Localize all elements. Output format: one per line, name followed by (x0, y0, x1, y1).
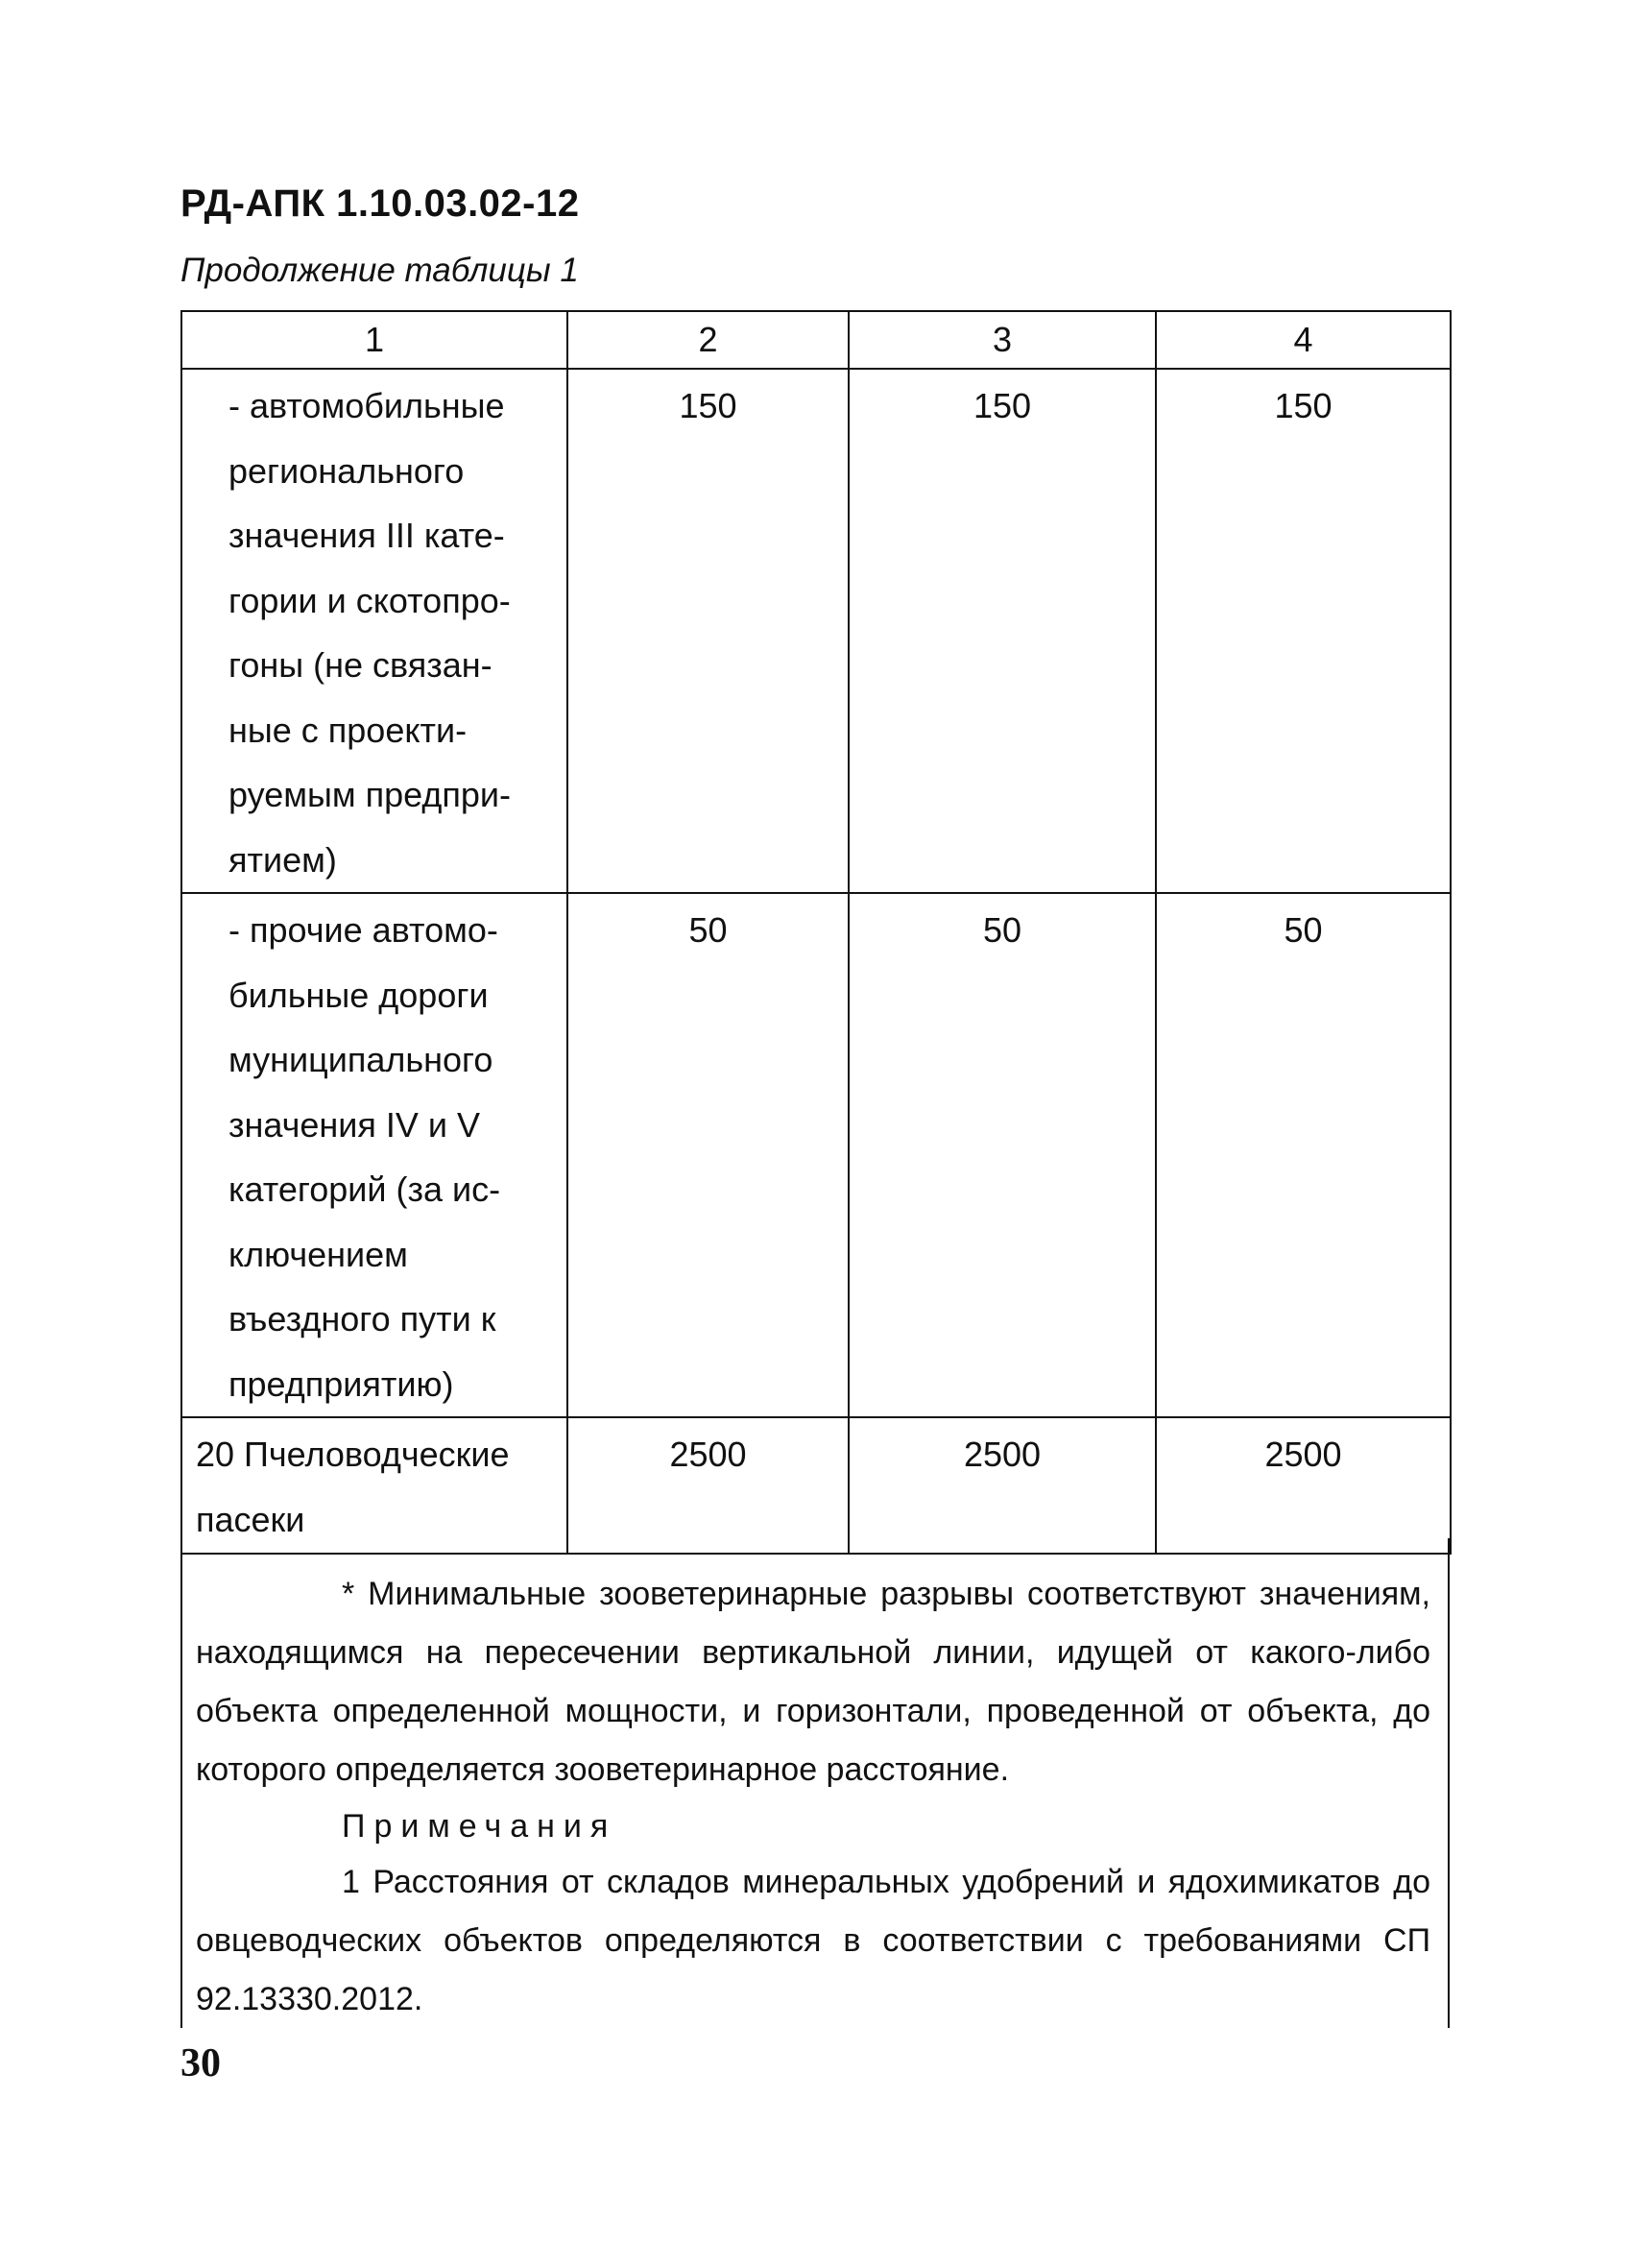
value-cell: 150 (849, 369, 1156, 893)
page-number: 30 (180, 2041, 221, 2086)
column-header: 3 (849, 311, 1156, 369)
description-line: ные с проекти- (228, 710, 468, 750)
row-description (181, 1417, 567, 1554)
description-line: гоны (не связан- (228, 645, 492, 685)
value-cell: 2500 (567, 1417, 849, 1554)
description-line: пасеки (196, 1499, 305, 1539)
description-line: ключением (228, 1234, 408, 1274)
value-cell: 50 (849, 893, 1156, 1417)
column-header: 2 (567, 311, 849, 369)
description-line: бильные дороги (228, 975, 489, 1015)
description-line: ятием) (228, 839, 337, 880)
table-row (181, 893, 1451, 1417)
table-row (181, 369, 1451, 893)
description-line: въездного пути к (228, 1299, 496, 1339)
value-cell: 150 (1156, 369, 1451, 893)
description-line: категорий (за ис- (228, 1170, 501, 1209)
table-caption: Продолжение таблицы 1 (180, 252, 579, 289)
column-header: 1 (181, 311, 567, 369)
description-line: значения IV и V (228, 1104, 481, 1145)
row-description (181, 893, 567, 1417)
notes-title: Примечания (342, 1808, 617, 1845)
description-line: предприятию) (228, 1363, 454, 1404)
data-table (180, 310, 1452, 1555)
document-code: РД-АПК 1.10.03.02-12 (180, 182, 580, 225)
column-header: 4 (1156, 311, 1451, 369)
description-line: руемым предпри- (228, 775, 511, 814)
value-cell: 50 (1156, 893, 1451, 1417)
description-line: 20 Пчеловодческие (196, 1435, 510, 1474)
description-line: - прочие автомо- (228, 910, 498, 950)
value-cell: 2500 (849, 1417, 1156, 1554)
table-row (181, 1417, 1451, 1554)
description-line: гории и скотопро- (228, 580, 511, 620)
description-line: значения III кате- (228, 516, 505, 555)
note-1: 1 Расстояния от складов минеральных удобрений и ядохимикатов до овцеводческих объектов определяются в соответствии с требованиями СП 92.13330.2012. (196, 1864, 1430, 2017)
notes-section (180, 1538, 1450, 2028)
description-line: муниципального (228, 1040, 493, 1079)
footnote: * Минимальные зооветеринарные разрывы соответствуют значениям, находящимся на пересечении вертикальной линии, идущей от какого-либо объекта определенной мощности, и горизонтали, проведенной от объекта, до которого определяется зооветеринарное расстояние. (196, 1576, 1430, 1788)
value-cell: 50 (567, 893, 849, 1417)
table-header-row (181, 311, 1451, 369)
description-line: регионального (228, 450, 465, 491)
row-description (181, 369, 567, 893)
description-line: - автомобильные (228, 386, 505, 425)
value-cell: 2500 (1156, 1417, 1451, 1554)
value-cell: 150 (567, 369, 849, 893)
